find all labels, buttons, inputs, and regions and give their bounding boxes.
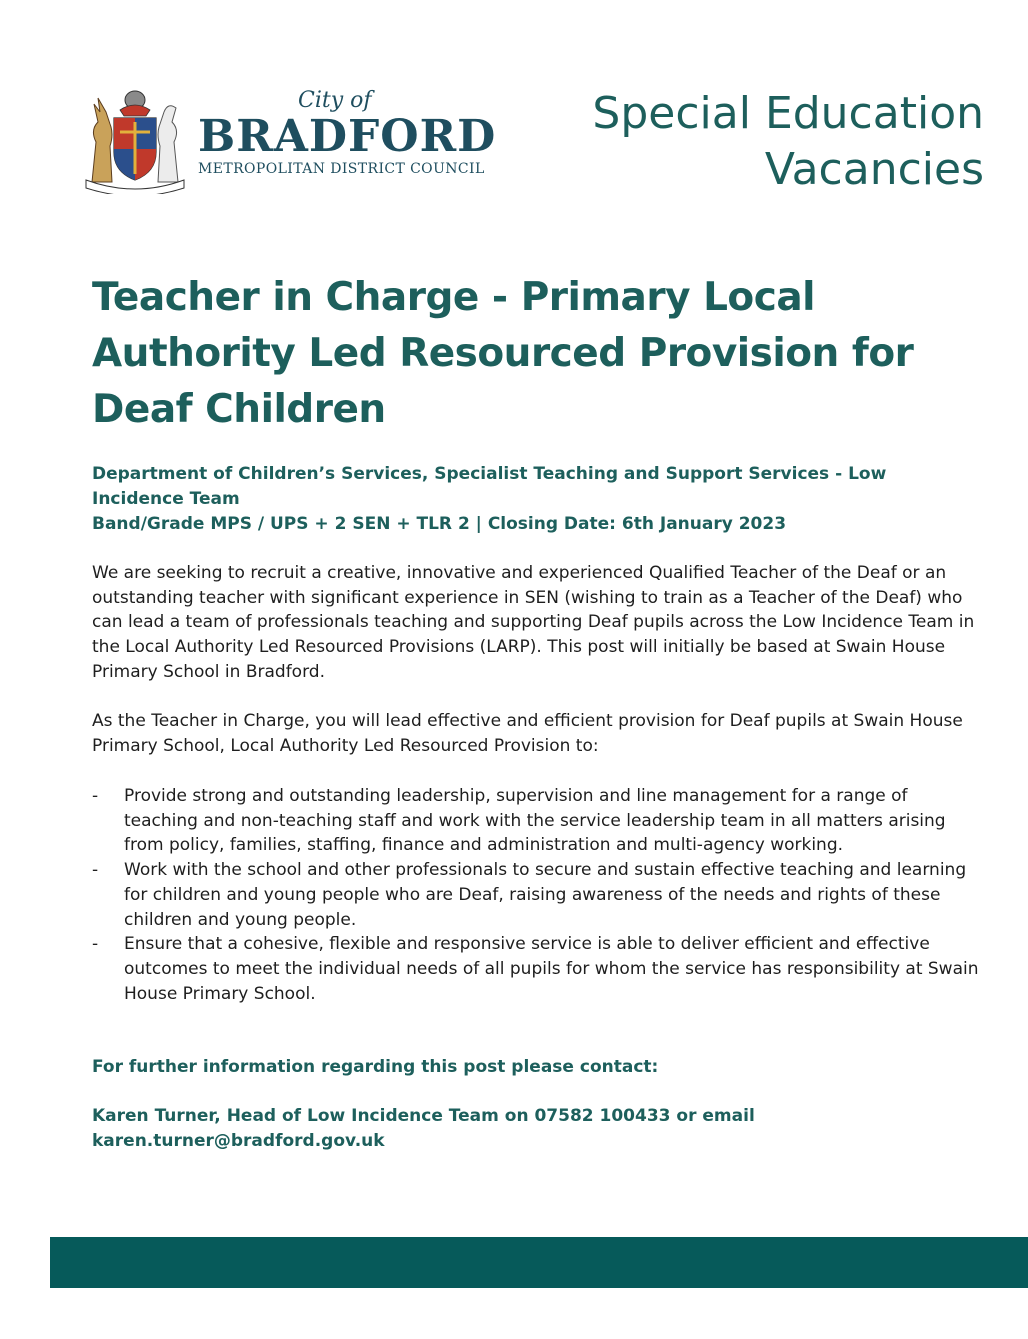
header-title-line2: Vacancies (764, 144, 984, 195)
responsibilities-list (92, 784, 982, 1006)
contact-email[interactable]: karen.turner@bradford.gov.uk (92, 1131, 385, 1151)
job-department: Department of Children’s Services, Specialist Teaching and Support Services - Low Incidence Team (92, 464, 887, 509)
job-meta (92, 462, 972, 537)
footer-bar (50, 1237, 1028, 1288)
contact-line: Karen Turner, Head of Low Incidence Team on 07582 100433 or email (92, 1106, 755, 1126)
list-item-text: Ensure that a cohesive, flexible and responsive service is able to deliver efficient and effective outcomes to meet the individual needs of all pupils for whom the service has responsibility at Swain House Primary School. (124, 934, 979, 1004)
logo-city-of: City of (298, 88, 372, 113)
bullet-dash: - (92, 934, 99, 955)
coat-of-arms-icon (80, 82, 190, 194)
job-band-grade: Band/Grade MPS / UPS + 2 SEN + TLR 2 | Closing Date: 6th January 2023 (92, 514, 787, 534)
logo-council: METROPOLITAN DISTRICT COUNCIL (198, 161, 485, 177)
bullet-dash: - (92, 786, 99, 806)
list-item-text: Work with the school and other professionals to secure and sustain effective teaching and learning for children and young people who are Deaf, raising awareness of the needs and rights of these children and young people. (124, 860, 967, 930)
bradford-council-logo (80, 82, 497, 194)
bullet-dash: - (92, 860, 99, 881)
contact-heading: For further information regarding this post please contact: (92, 1057, 659, 1077)
logo-wordmark (198, 88, 496, 178)
header-title-line1: Special Education (592, 88, 984, 139)
list-item (92, 932, 982, 1006)
list-item-text: Provide strong and outstanding leadership, supervision and line management for a range of teaching and non-teaching staff and work with the service leadership team in all matters arising from policy, families, staffing, finance and administration and multi-agency working. (124, 786, 946, 856)
contact-details (92, 1104, 952, 1154)
body-paragraph-2: As the Teacher in Charge, you will lead effective and efficient provision for Deaf pupils at Swain House Primary School, Local Authority Led Resourced Provision to: (92, 711, 963, 756)
body-paragraph-1: We are seeking to recruit a creative, innovative and experienced Qualified Teacher of the Deaf or an outstanding teacher with significant experience in SEN (wishing to train as a Teacher of the Deaf) who can lead a team of professionals teaching and supporting Deaf pupils across the Low Incidence Team in the Local Authority Led Resourced Provisions (LARP). This post will initially be based at Swain House Primary School in Bradford. (92, 563, 975, 682)
header-title (592, 86, 984, 198)
job-title: Teacher in Charge - Primary Local Authority Led Resourced Provision for Deaf Children (92, 275, 914, 432)
list-item (92, 784, 982, 858)
list-item (92, 858, 982, 932)
logo-bradford: BRADFORD (198, 111, 497, 162)
